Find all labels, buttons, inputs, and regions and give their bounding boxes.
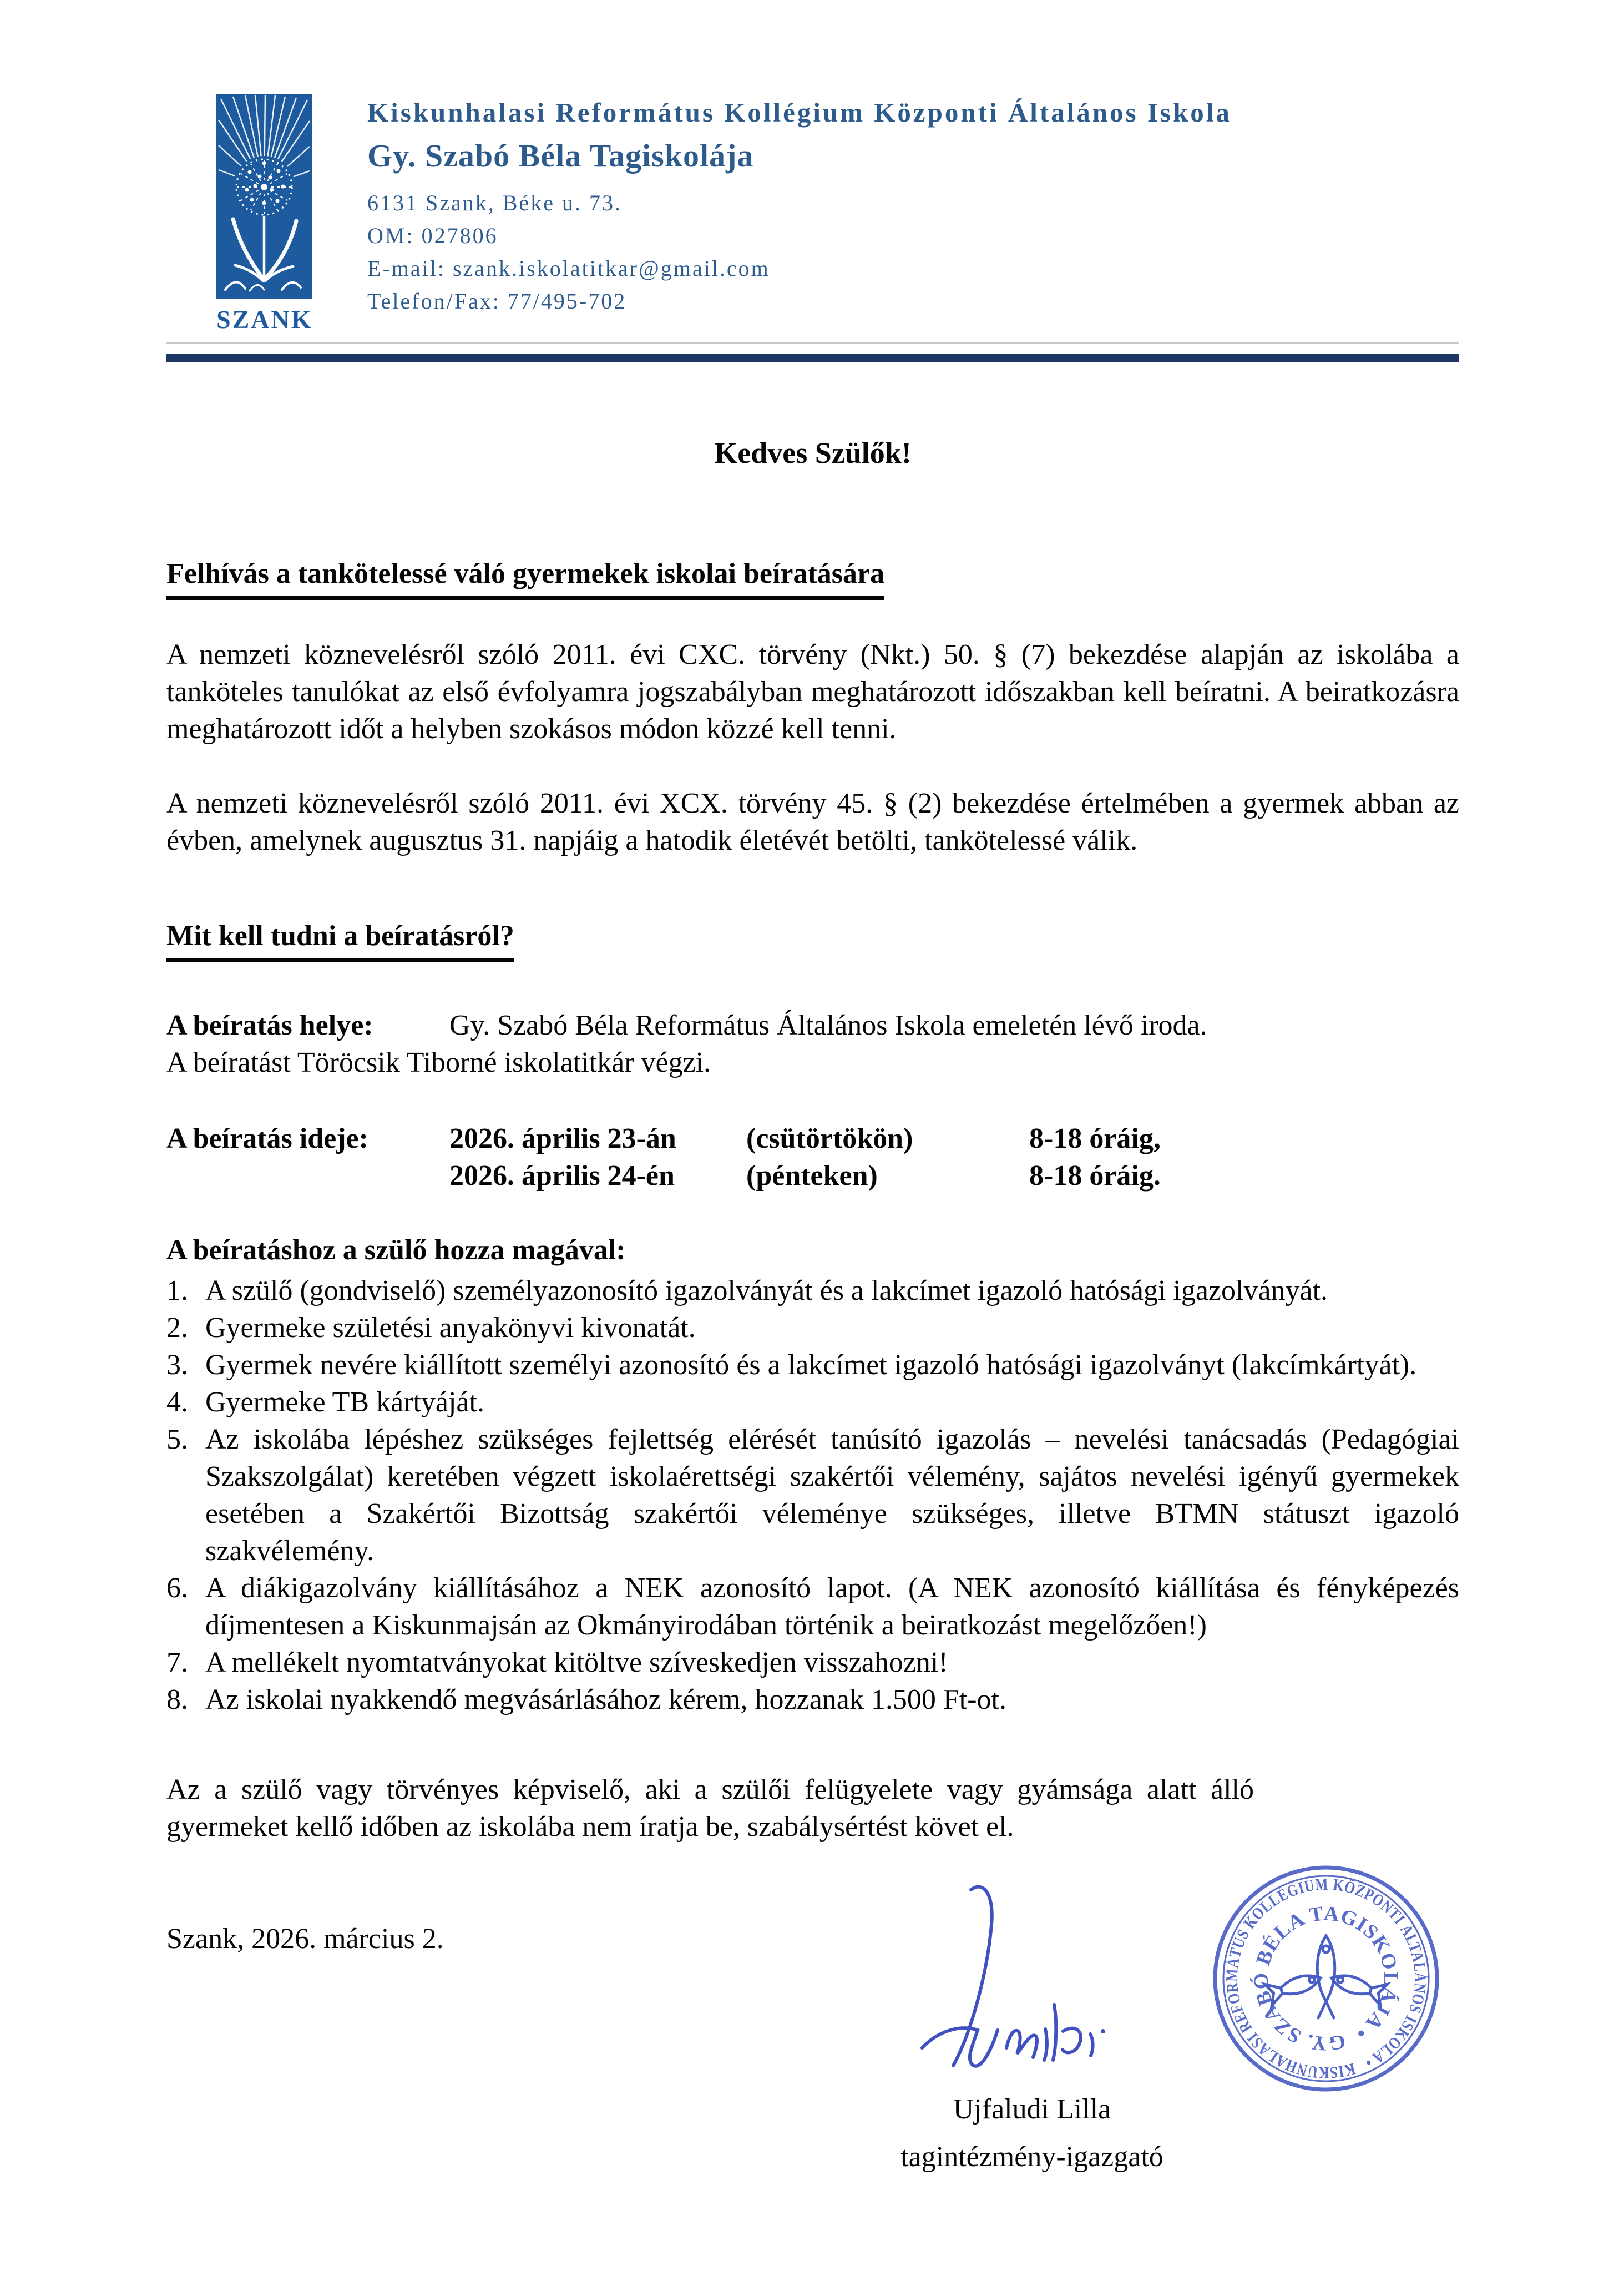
list-item-text: Gyermeke TB kártyáját.	[205, 1386, 484, 1418]
enrollment-weekday: (pénteken)	[746, 1160, 878, 1192]
enrollment-place-row	[166, 1007, 1459, 1044]
list-item	[166, 1309, 1459, 1346]
enrollment-date: 2026. április 23-án	[449, 1123, 676, 1154]
stamp-fish-emblem	[1265, 1936, 1387, 2019]
signer-name: Ujfaludi Lilla	[953, 2093, 1111, 2125]
school-address: 6131 Szank, Béke u. 73.	[367, 190, 622, 215]
enrollment-date: 2026. április 24-én	[449, 1160, 675, 1192]
list-item-number: 2.	[166, 1312, 188, 1344]
section-heading-info	[166, 917, 1459, 962]
list-item	[166, 1421, 1459, 1570]
enrollment-clerk-note: A beíratást Töröcsik Tiborné iskolatitkár végzi.	[166, 1047, 711, 1078]
list-item-number: 1.	[166, 1275, 188, 1306]
signer-block	[793, 2086, 1271, 2181]
list-item-number: 5.	[166, 1424, 188, 1455]
enrollment-weekday: (csütörtökön)	[746, 1123, 913, 1154]
school-logo	[216, 94, 312, 334]
list-item-text: Az iskolába lépéshez szükséges fejlettség elérését tanúsító igazolás – nevelési tanácsadás (Pedagógiai Szakszolgálat) keretében végzett iskolaérettségi szakértői vélemény, sajátos nevelési igényű gyermekek esetében a Szakértői Bizottság szakértői véleménye szükséges, illetve BTMN státuszt igazoló szakvélemény.	[205, 1424, 1459, 1567]
branch-name: Gy. Szabó Béla Tagiskolája	[367, 138, 754, 174]
list-item-number: 8.	[166, 1684, 188, 1715]
list-item	[166, 1384, 1459, 1421]
letterhead-text	[367, 97, 1232, 334]
section-heading-call-text: Felhívás a tankötelessé váló gyermekek iskolai beíratására	[166, 555, 884, 600]
logo-caption: SZANK	[216, 305, 313, 334]
paragraph-law-xcx: A nemzeti köznevelésről szóló 2011. évi XCX. törvény 45. § (2) bekezdése értelmében a gyermek abban az évben, amelynek augusztus 31. napjáig a hatodik életévét betölti, tankötelessé válik.	[166, 788, 1459, 856]
list-item	[166, 1681, 1459, 1718]
list-item-number: 4.	[166, 1386, 188, 1418]
list-item-text: A mellékelt nyomtatványokat kitöltve szíveskedjen visszahozni!	[205, 1647, 948, 1678]
salutation: Kedves Szülők!	[714, 436, 912, 470]
school-phone: Telefon/Fax: 77/495-702	[367, 289, 627, 314]
section-heading-info-text: Mit kell tudni a beíratásról?	[166, 917, 514, 962]
school-om-number: OM: 027806	[367, 223, 498, 248]
enrollment-time-row	[166, 1157, 1459, 1194]
enrollment-time-label: A beíratás ideje:	[166, 1123, 368, 1154]
letter-body	[166, 435, 1459, 1957]
enrollment-place-label: A beíratás helye:	[166, 1010, 373, 1041]
divider-thin-line	[166, 342, 1459, 344]
enrollment-hours: 8-18 óráig,	[1029, 1123, 1161, 1154]
dandelion-logo-icon	[216, 94, 312, 299]
list-item-text: Az iskolai nyakkendő megvásárlásához kérem, hozzanak 1.500 Ft-ot.	[205, 1684, 1006, 1715]
list-item-text: Gyermek nevére kiállított személyi azonosító és a lakcímet igazoló hatósági igazolványt (lakcímkártyát).	[205, 1349, 1417, 1381]
list-item-text: A szülő (gondviselő) személyazonosító igazolványát és a lakcímet igazoló hatósági igazolványát.	[205, 1275, 1328, 1306]
stamp-ring-text: KISKUNHALASI REFORMÁTUS KOLLÉGIUM KÖZPONTI ÁLTALÁNOS ISKOLA •	[1222, 1875, 1430, 2082]
divider-thick-line	[166, 354, 1459, 362]
paragraph-law-cxc: A nemzeti köznevelésről szóló 2011. évi CXC. törvény (Nkt.) 50. § (7) bekezdése alapján az iskolába a tanköteles tanulókat az első évfolyamra jogszabályban meghatározott időszakban kell beíratni. A beiratkozásra meghatározott időt a helyben szokásos módon közzé kell tenni.	[166, 639, 1459, 745]
letterhead	[216, 94, 1624, 334]
school-name: Kiskunhalasi Református Kollégium Központi Általános Iskola	[367, 97, 1232, 128]
list-item-number: 6.	[166, 1572, 188, 1604]
bring-list	[166, 1272, 1459, 1718]
list-item-text: Gyermeke születési anyakönyvi kivonatát.	[205, 1312, 696, 1344]
header-divider	[166, 342, 1459, 362]
list-item	[166, 1346, 1459, 1384]
handwritten-signature	[888, 1865, 1143, 2087]
warning-paragraph: Az a szülő vagy törvényes képviselő, aki a szülői felügyelete vagy gyámsága alatt álló gyermeket kellő időben az iskolába nem íratja be, szabálysértést követ el.	[166, 1774, 1254, 1843]
school-email: E-mail: szank.iskolatitkar@gmail.com	[367, 256, 770, 281]
list-item	[166, 1644, 1459, 1681]
list-item-number: 7.	[166, 1647, 188, 1678]
enrollment-hours: 8-18 óráig.	[1029, 1160, 1161, 1192]
list-item	[166, 1272, 1459, 1309]
list-item-number: 3.	[166, 1349, 188, 1381]
list-item	[166, 1570, 1459, 1644]
section-heading-call	[166, 555, 1459, 600]
bring-list-heading: A beíratáshoz a szülő hozza magával:	[166, 1234, 626, 1266]
stamp-inner-text: GY. SZABÓ BÉLA TAGISKOLÁJA •	[1249, 1902, 1403, 2055]
school-round-stamp	[1212, 1865, 1440, 2092]
enrollment-time-row	[166, 1120, 1459, 1157]
signer-title: tagintézmény-igazgató	[900, 2141, 1163, 2173]
dateline: Szank, 2026. március 2.	[166, 1923, 444, 1955]
enrollment-time-table	[166, 1120, 1459, 1194]
list-item-text: A diákigazolvány kiállításához a NEK azonosító lapot. (A NEK azonosító kiállítása és fényképezés díjmentesen a Kiskunmajsán az Okmányirodában történik a beiratkozást megelőzően!)	[205, 1572, 1459, 1641]
enrollment-place-value: Gy. Szabó Béla Református Általános Iskola emeletén lévő iroda.	[449, 1010, 1207, 1041]
